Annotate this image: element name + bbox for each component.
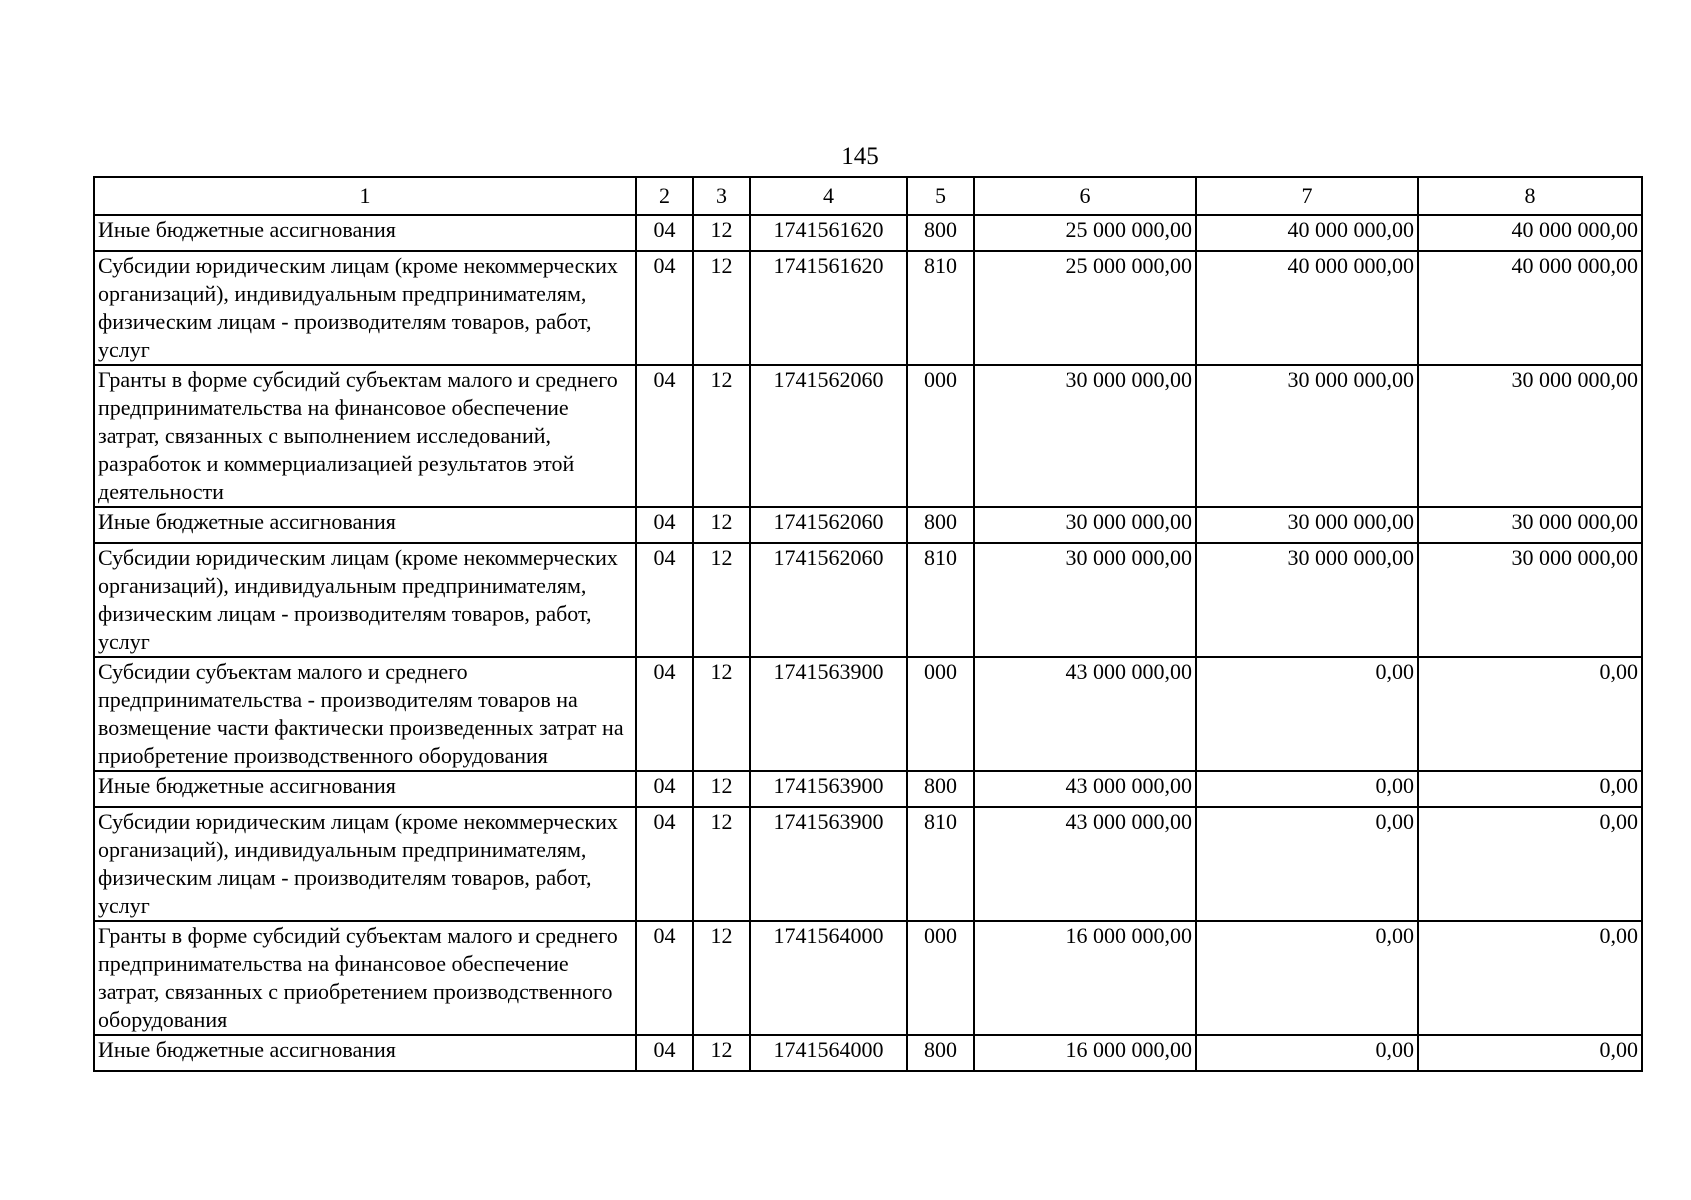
amount-col-8: 30 000 000,00 — [1418, 543, 1642, 657]
target-article-code: 1741564000 — [750, 921, 907, 1035]
item-name: Гранты в форме субсидий субъектам малого и среднего предпринимательства на финансовое обеспечение затрат, связанных с приобретением производственного оборудования — [94, 921, 636, 1035]
target-article-code: 1741562060 — [750, 365, 907, 507]
header-row — [94, 177, 1642, 215]
table-row — [94, 657, 1642, 771]
column-header: 7 — [1196, 177, 1418, 215]
expense-type-code: 000 — [907, 657, 974, 771]
expense-type-code: 810 — [907, 543, 974, 657]
section-code: 04 — [636, 543, 693, 657]
amount-col-8: 0,00 — [1418, 807, 1642, 921]
section-code: 04 — [636, 657, 693, 771]
target-article-code: 1741562060 — [750, 543, 907, 657]
item-name: Субсидии юридическим лицам (кроме некоммерческих организаций), индивидуальным предпринимателям, физическим лицам - производителям товаров, работ, услуг — [94, 543, 636, 657]
subsection-code: 12 — [693, 543, 750, 657]
section-code: 04 — [636, 771, 693, 807]
table-row — [94, 365, 1642, 507]
section-code: 04 — [636, 921, 693, 1035]
amount-col-7: 0,00 — [1196, 807, 1418, 921]
section-code: 04 — [636, 251, 693, 365]
amount-col-7: 0,00 — [1196, 1035, 1418, 1071]
target-article-code: 1741561620 — [750, 251, 907, 365]
subsection-code: 12 — [693, 251, 750, 365]
item-name: Гранты в форме субсидий субъектам малого и среднего предпринимательства на финансовое обеспечение затрат, связанных с выполнением исследований, разработок и коммерциализацией результатов этой деятельности — [94, 365, 636, 507]
amount-col-8: 0,00 — [1418, 657, 1642, 771]
amount-col-8: 0,00 — [1418, 771, 1642, 807]
amount-col-8: 40 000 000,00 — [1418, 251, 1642, 365]
amount-col-8: 30 000 000,00 — [1418, 507, 1642, 543]
amount-col-6: 16 000 000,00 — [974, 921, 1196, 1035]
item-name: Субсидии субъектам малого и среднего предпринимательства - производителям товаров на возмещение части фактически произведенных затрат на приобретение производственного оборудования — [94, 657, 636, 771]
amount-col-6: 30 000 000,00 — [974, 365, 1196, 507]
item-name: Субсидии юридическим лицам (кроме некоммерческих организаций), индивидуальным предпринимателям, физическим лицам - производителям товаров, работ, услуг — [94, 251, 636, 365]
amount-col-6: 43 000 000,00 — [974, 807, 1196, 921]
amount-col-6: 43 000 000,00 — [974, 657, 1196, 771]
amount-col-7: 0,00 — [1196, 921, 1418, 1035]
expense-type-code: 800 — [907, 215, 974, 251]
subsection-code: 12 — [693, 215, 750, 251]
subsection-code: 12 — [693, 1035, 750, 1071]
table-row — [94, 1035, 1642, 1071]
item-name: Иные бюджетные ассигнования — [94, 507, 636, 543]
item-name: Иные бюджетные ассигнования — [94, 771, 636, 807]
expense-type-code: 800 — [907, 1035, 974, 1071]
expense-type-code: 800 — [907, 507, 974, 543]
target-article-code: 1741563900 — [750, 657, 907, 771]
column-header: 4 — [750, 177, 907, 215]
column-header: 3 — [693, 177, 750, 215]
column-header: 2 — [636, 177, 693, 215]
amount-col-8: 0,00 — [1418, 921, 1642, 1035]
expense-type-code: 000 — [907, 365, 974, 507]
item-name: Иные бюджетные ассигнования — [94, 1035, 636, 1071]
amount-col-6: 43 000 000,00 — [974, 771, 1196, 807]
subsection-code: 12 — [693, 507, 750, 543]
amount-col-6: 25 000 000,00 — [974, 215, 1196, 251]
amount-col-7: 40 000 000,00 — [1196, 215, 1418, 251]
amount-col-6: 30 000 000,00 — [974, 507, 1196, 543]
amount-col-8: 40 000 000,00 — [1418, 215, 1642, 251]
item-name: Иные бюджетные ассигнования — [94, 215, 636, 251]
column-header: 8 — [1418, 177, 1642, 215]
subsection-code: 12 — [693, 921, 750, 1035]
section-code: 04 — [636, 807, 693, 921]
column-header: 6 — [974, 177, 1196, 215]
page-number: 145 — [841, 143, 879, 170]
amount-col-7: 30 000 000,00 — [1196, 543, 1418, 657]
amount-col-8: 30 000 000,00 — [1418, 365, 1642, 507]
expense-type-code: 810 — [907, 251, 974, 365]
target-article-code: 1741562060 — [750, 507, 907, 543]
amount-col-6: 25 000 000,00 — [974, 251, 1196, 365]
subsection-code: 12 — [693, 807, 750, 921]
subsection-code: 12 — [693, 771, 750, 807]
table-row — [94, 771, 1642, 807]
amount-col-6: 30 000 000,00 — [974, 543, 1196, 657]
subsection-code: 12 — [693, 365, 750, 507]
section-code: 04 — [636, 365, 693, 507]
amount-col-7: 40 000 000,00 — [1196, 251, 1418, 365]
amount-col-6: 16 000 000,00 — [974, 1035, 1196, 1071]
column-header: 1 — [94, 177, 636, 215]
amount-col-7: 0,00 — [1196, 771, 1418, 807]
target-article-code: 1741561620 — [750, 215, 907, 251]
table-body — [94, 215, 1642, 1071]
target-article-code: 1741563900 — [750, 807, 907, 921]
table-row — [94, 921, 1642, 1035]
table-row — [94, 251, 1642, 365]
subsection-code: 12 — [693, 657, 750, 771]
expense-type-code: 810 — [907, 807, 974, 921]
amount-col-7: 30 000 000,00 — [1196, 365, 1418, 507]
expense-type-code: 000 — [907, 921, 974, 1035]
table-row — [94, 543, 1642, 657]
section-code: 04 — [636, 215, 693, 251]
amount-col-7: 30 000 000,00 — [1196, 507, 1418, 543]
target-article-code: 1741563900 — [750, 771, 907, 807]
item-name: Субсидии юридическим лицам (кроме некоммерческих организаций), индивидуальным предпринимателям, физическим лицам - производителям товаров, работ, услуг — [94, 807, 636, 921]
table-row — [94, 807, 1642, 921]
table-row — [94, 507, 1642, 543]
target-article-code: 1741564000 — [750, 1035, 907, 1071]
amount-col-7: 0,00 — [1196, 657, 1418, 771]
budget-table — [93, 176, 1643, 1072]
section-code: 04 — [636, 1035, 693, 1071]
amount-col-8: 0,00 — [1418, 1035, 1642, 1071]
column-header: 5 — [907, 177, 974, 215]
table-row — [94, 215, 1642, 251]
expense-type-code: 800 — [907, 771, 974, 807]
section-code: 04 — [636, 507, 693, 543]
